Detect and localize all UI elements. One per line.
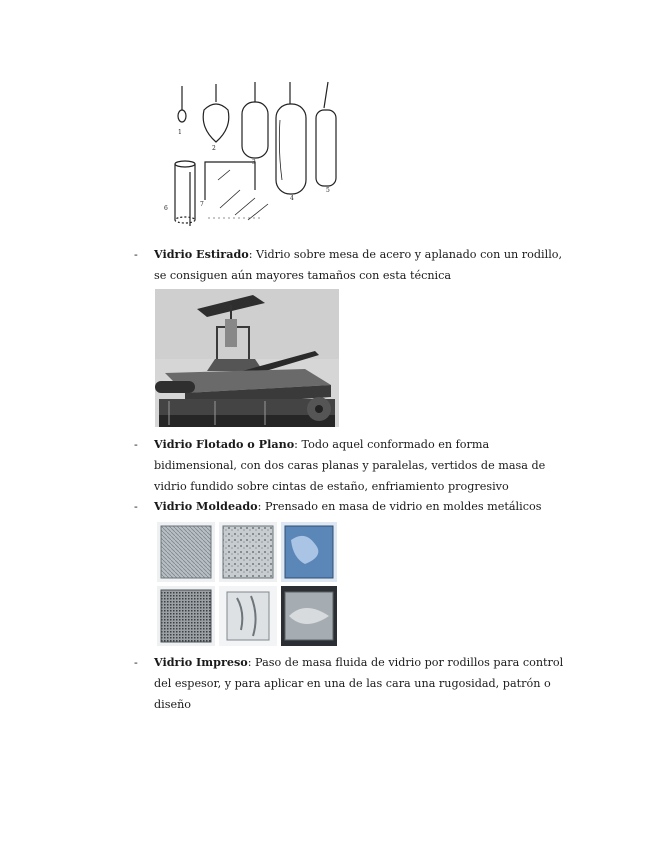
term: Vidrio Flotado o Plano: [154, 437, 295, 451]
step-label: 4: [290, 195, 294, 202]
list-dash: -: [134, 438, 138, 451]
list-item: [134, 434, 574, 497]
list-dash: -: [134, 656, 138, 669]
description: : Prensado en masa de vidrio en moldes metálicos: [257, 500, 542, 513]
list-item: [134, 244, 574, 286]
list-dash: -: [134, 248, 138, 261]
list-item-text: [154, 244, 574, 286]
step-label: 5: [326, 187, 330, 194]
description: : Paso de masa fluida de vidrio por rodillos para control del espesor, y para aplicar en una de las cara una rugosidad, patrón o diseño: [154, 656, 564, 711]
list-item-text: [154, 496, 574, 517]
glass-blocks-photo-grid: [155, 520, 339, 648]
description: : Todo aquel conformado en forma bidimensional, con dos caras planas y paralelas, vertidos de masa de vidrio fundido sobre cintas de estaño, enfriamiento progresivo: [154, 438, 546, 493]
drawn-glass-machine-photo: [155, 289, 339, 427]
step-label: 7: [200, 201, 204, 208]
step-label: 6: [164, 205, 168, 212]
list-item-text: [154, 652, 574, 715]
glass-blowing-illustration: [160, 80, 360, 232]
list-item: [134, 496, 574, 517]
term: Vidrio Moldeado: [154, 499, 258, 513]
list-item: [134, 652, 574, 715]
term: Vidrio Impreso: [154, 655, 248, 669]
step-label: 3: [252, 159, 256, 166]
description: : Vidrio sobre mesa de acero y aplanado con un rodillo, se consiguen aún mayores tamaños con esta técnica: [154, 248, 563, 282]
list-dash: -: [134, 500, 138, 513]
term: Vidrio Estirado: [154, 247, 249, 261]
step-label: 1: [178, 129, 182, 136]
step-label: 2: [212, 145, 216, 152]
list-item-text: [154, 434, 574, 497]
